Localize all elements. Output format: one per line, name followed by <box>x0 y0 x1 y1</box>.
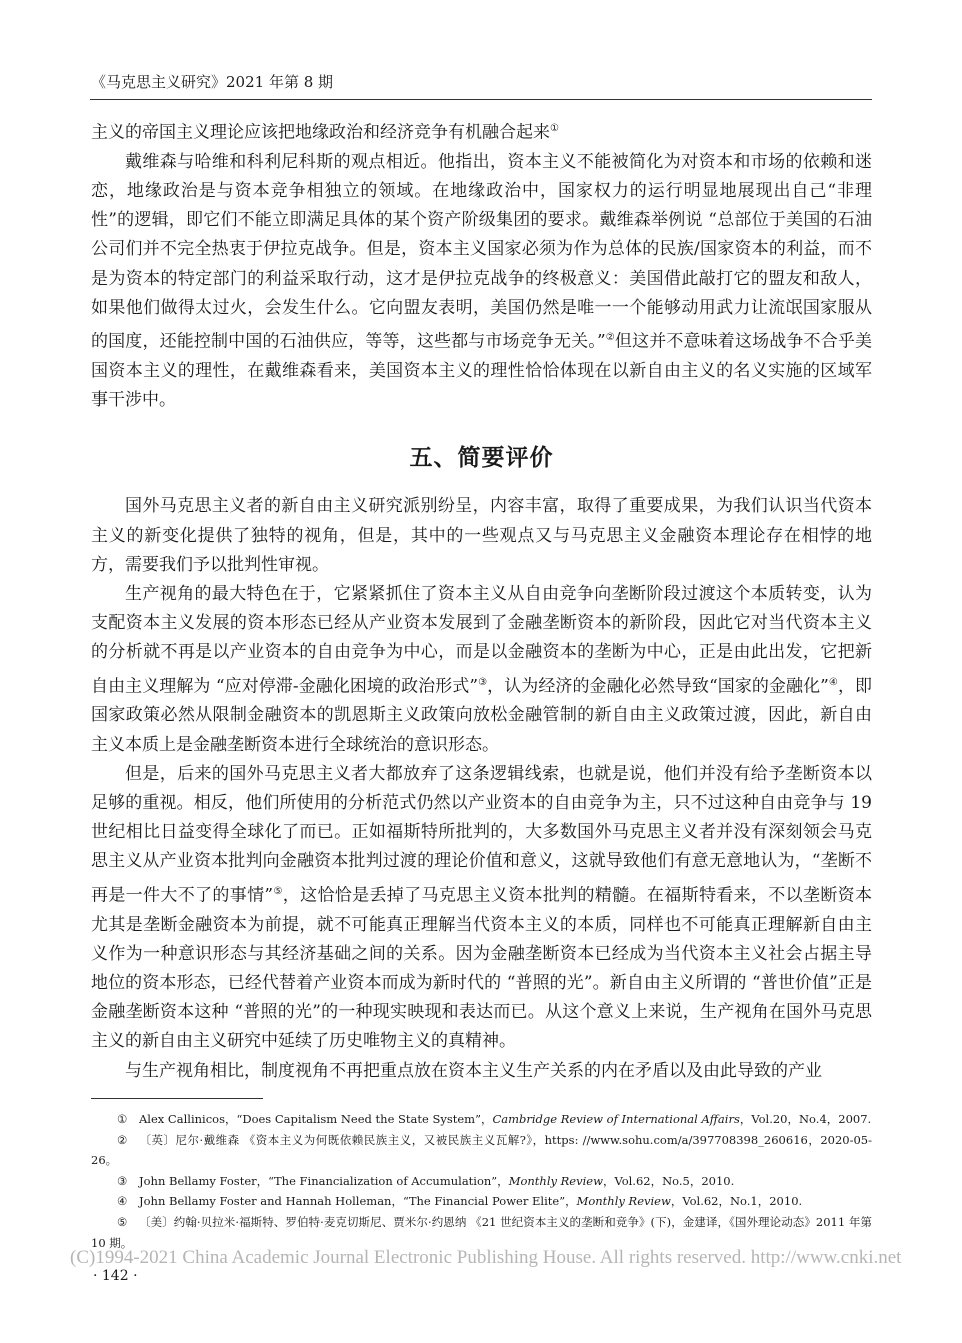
footnote-ref[interactable]: ④ <box>828 676 838 688</box>
footnote-ref[interactable]: ⑤ <box>273 885 283 897</box>
page-number: · 142 · <box>93 1268 138 1284</box>
footnote-ref[interactable]: ③ <box>478 676 488 688</box>
main-text <box>91 114 872 1086</box>
header-rule <box>90 99 872 100</box>
running-header: 《马克思主义研究》2021 年第 8 期 <box>91 73 334 91</box>
footnote-ref[interactable]: ② <box>605 332 615 344</box>
copyright-watermark: (C)1994-2021 China Academic Journal Electronic Publishing House. All rights reserved. http://www.cnki.net <box>70 1247 902 1268</box>
footnote: ② 〔英〕尼尔·戴维森 《资本主义为何既依赖民族主义，又被民族主义瓦解?》，https: //www.sohu.com/a/397708398_260616，2020-05-26。 <box>91 1130 872 1171</box>
paragraph: 国外马克思主义者的新自由主义研究派别纷呈，内容丰富，取得了重要成果，为我们认识当代资本主义的新变化提供了独特的视角，但是，其中的一些观点又与马克思主义金融资本理论存在相悖的地方，需要我们予以批判性审视。 <box>91 496 872 575</box>
footnote-number: ② <box>117 1132 128 1147</box>
footnote: ① Alex Callinicos，“Does Capitalism Need the State System”，Cambridge Review of International Affairs，Vol.20，No.4，2007. <box>91 1109 872 1130</box>
footnote-number: ④ <box>117 1194 128 1209</box>
paragraph: 戴维森与哈维和科利尼科斯的观点相近。他指出，资本主义不能被简化为对资本和市场的依赖和迷恋，地缘政治是与资本竞争相独立的领域。在地缘政治中，国家权力的运行明显地展现出自己“非理性”的逻辑，即它们不能立即满足具体的某个资产阶级集团的要求。戴维森举例说 “总部位于美国的石油公司们并不完全热衷于伊拉克战争。但是，资本主义国家必须为作为总体的民族/国家资本的利益，而不是为资本的特定部门的利益采取行动，这才是伊拉克战争的终极意义：美国借此敲打它的盟友和敌人，如果他们做得太过火，会发生什么。它向盟友表明，美国仍然是唯一一个能够动用武力让流氓国家服从的国度，还能控制中国的石油供应，等等，这些都与市场竞争无关。”②但这并不意味着这场战争不合乎美国资本主义的理性，在戴维森看来，美国资本主义的理性恰恰体现在以新自由主义的名义实施的区域军事干涉中。 <box>91 151 872 411</box>
section-title: 五、简要评价 <box>409 445 554 472</box>
footnote-number: ③ <box>117 1173 128 1188</box>
footnote-ref[interactable]: ① <box>550 123 559 134</box>
paragraph: 生产视角的最大特色在于，它紧紧抓住了资本主义从自由竞争向垄断阶段过渡这个本质转变，认为支配资本主义发展的资本形态已经从产业资本发展到了金融垄断资本的新阶段，因此它对当代资本主义的分析就不再是以产业资本的自由竞争为中心，而是以金融资本的垄断为中心，正是由此出发，它把新自由主义理解为 “应对停滞-金融化困境的政治形式”③，认为经济的金融化必然导致“国家的金融化”④，即国家政策必然从限制金融资本的凯恩斯主义政策向放松金融管制的新自由主义政策过渡，因此，新自由主义本质上是金融垄断资本进行全球统治的意识形态。 <box>91 583 873 755</box>
paragraph: 与生产视角相比，制度视角不再把重点放在资本主义生产关系的内在矛盾以及由此导致的产业 <box>125 1060 822 1081</box>
footnote: ③ John Bellamy Foster，“The Financialization of Accumulation”，Monthly Review，Vol.62，No.5，2010. <box>91 1171 872 1192</box>
footnote-rule <box>91 1098 263 1099</box>
paragraph: 主义的帝国主义理论应该把地缘政治和经济竞争有机融合起来① <box>91 122 559 143</box>
paragraph: 但是，后来的国外马克思主义者大都放弃了这条逻辑线索，也就是说，他们并没有给予垄断资本以足够的重视。相反，他们所使用的分析范式仍然以产业资本的自由竞争为主，只不过这种自由竞争与 19 世纪相比日益变得全球化了而已。正如福斯特所批判的，大多数国外马克思主义者并没有深刻领会马克思主义从产业资本批判向金融资本批判过渡的理论价值和意义，这就导致他们有意无意地认为，“垄断不再是一件大不了的事情”⑤，这恰恰是丢掉了马克思主义资本批判的精髓。在福斯特看来，不以垄断资本尤其是垄断金融资本为前提，就不可能真正理解当代资本主义的本质，同样也不可能真正理解新自由主义作为一种意识形态与其经济基础之间的关系。因为金融垄断资本已经成为当代资本主义社会占据主导地位的资本形态，已经代替着产业资本而成为新时代的 “普照的光”。新自由主义所谓的 “普世价值”正是金融垄断资本这种 “普照的光”的一种现实映现和表达而已。从这个意义上来说，生产视角在国外马克思主义的新自由主义研究中延续了历史唯物主义的真精神。 <box>91 763 873 1052</box>
footnotes <box>91 1109 872 1253</box>
footnote-number: ① <box>117 1112 128 1126</box>
footnote: ⑤ 〔美〕约翰·贝拉米·福斯特、罗伯特·麦克切斯尼、贾米尔·约恩纳 《21 世纪资本主义的垄断和竞争》(下)，金建译，《国外理论动态》2011 年第 10 期。 <box>91 1212 872 1253</box>
footnote-number: ⑤ <box>117 1214 128 1229</box>
footnote: ④ John Bellamy Foster and Hannah Holleman，“The Financial Power Elite”，Monthly Review，Vol.62，No.1，2010. <box>91 1191 872 1212</box>
